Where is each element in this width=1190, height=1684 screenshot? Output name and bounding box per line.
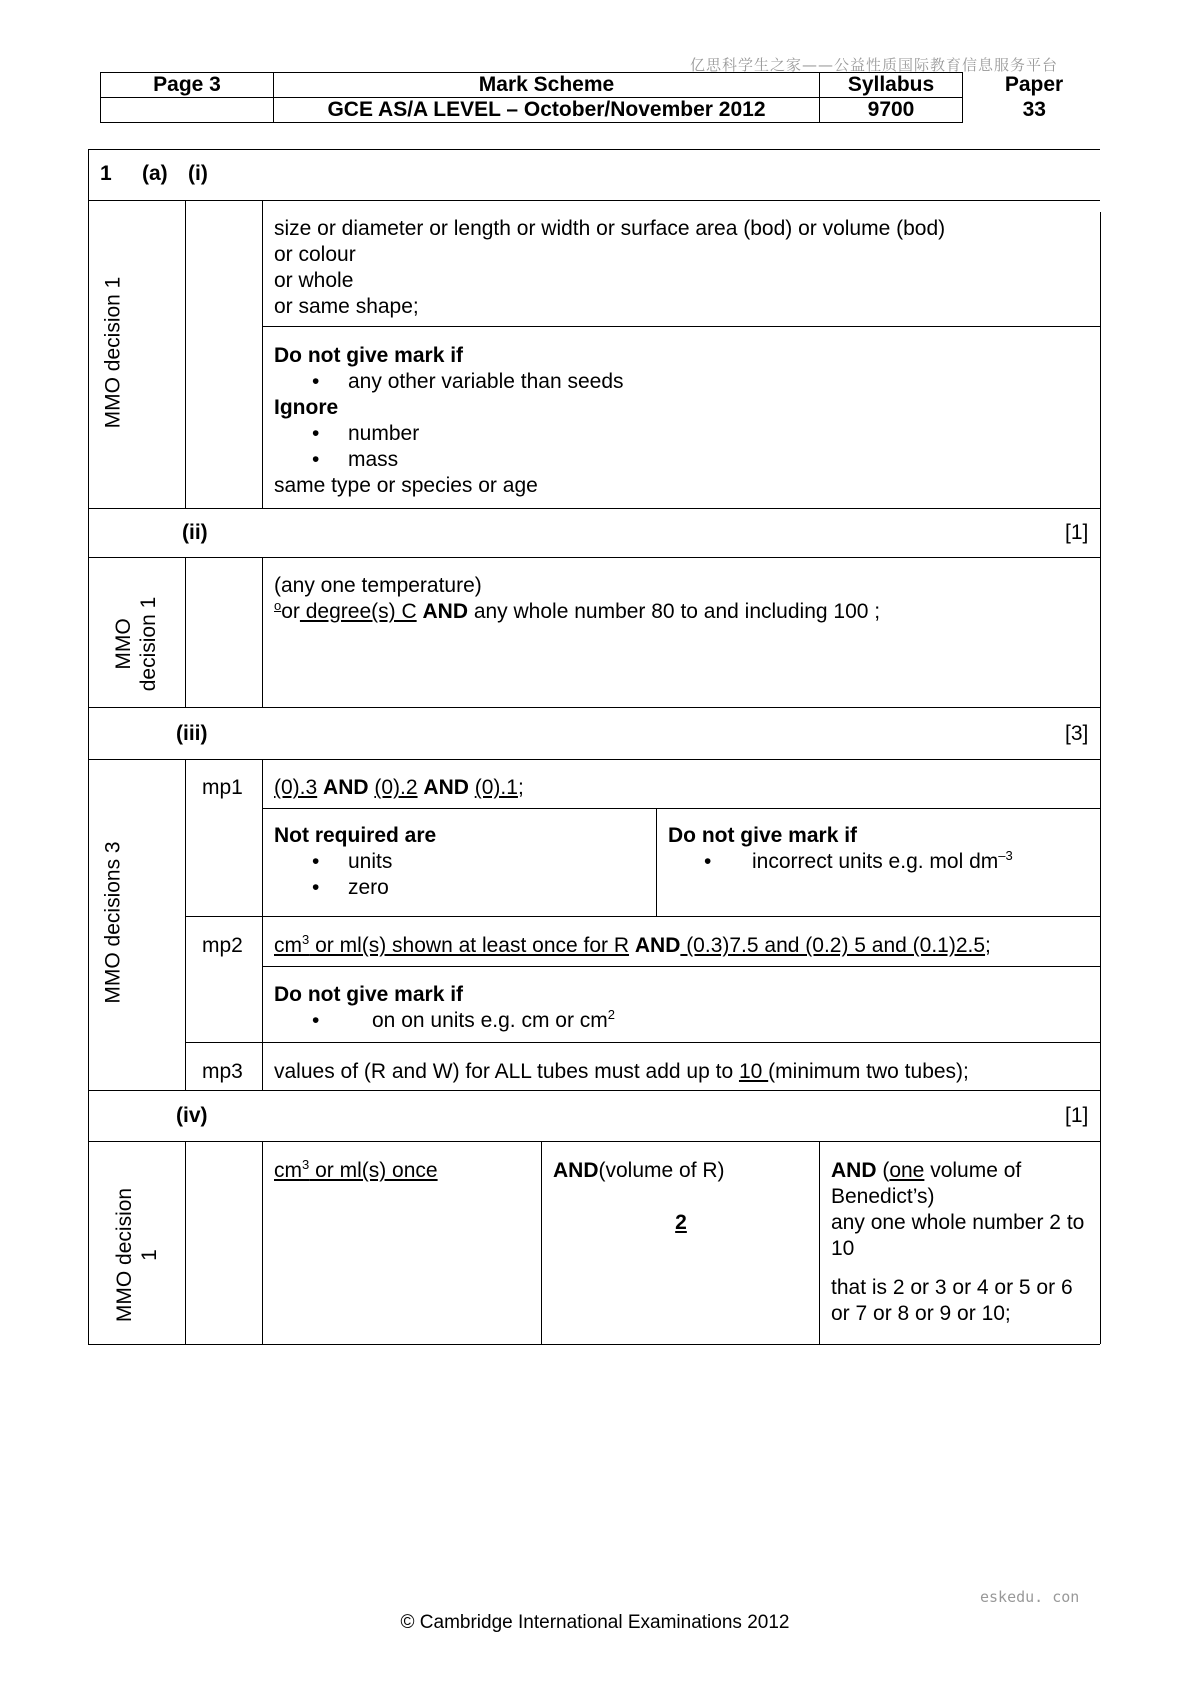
not-required-box (264, 815, 656, 909)
answer-i-line3: or whole (274, 269, 354, 292)
not-required-heading: Not required are (274, 824, 437, 847)
syllabus-label: Syllabus (820, 73, 963, 98)
iv-cm: cm (274, 1159, 302, 1182)
dngm-heading: Do not give mark if (668, 824, 858, 847)
and-text: AND (323, 776, 369, 799)
iv-col1 (264, 1150, 541, 1192)
iv-sup: 3 (302, 1157, 310, 1172)
do-not-give-mark-heading: Do not give mark if (274, 344, 464, 367)
answer-ii-line1: (any one temperature) (274, 574, 482, 597)
watermark-text: 亿思科学生之家——公益性质国际教育信息服务平台 (690, 56, 1059, 74)
marks-iii: [3] (1065, 722, 1089, 745)
mp3-post: (minimum two tubes); (768, 1060, 969, 1083)
mp2-dngm-text: on on units e.g. cm or cm (372, 1009, 608, 1032)
and-text: AND (422, 600, 468, 623)
mp2-sup: 3 (302, 932, 310, 947)
iv-col2 (543, 1150, 819, 1244)
question-part-a: (a) (142, 162, 168, 185)
mmo-decision-i: MMO decision 1 (101, 276, 125, 429)
iv-open: ( (876, 1159, 890, 1182)
header-empty (101, 98, 274, 123)
ignore-item: • mass (312, 447, 1090, 473)
marks-ii: [1] (1065, 521, 1089, 544)
and-text: AND (634, 934, 681, 957)
question-subpart-iii: (iii) (176, 722, 208, 745)
mp2-label: mp2 (202, 934, 243, 957)
page-number: Page 3 (101, 73, 274, 98)
mp2-values: (0.3)7.5 and (0.2) 5 and (0.1)2.5 (680, 934, 986, 957)
answer-ii-line2 (274, 599, 1090, 625)
mp3-pre: values of (R and W) for ALL tubes must add up to (274, 1060, 739, 1083)
mmo-iv-line1: MMO decision (113, 1187, 136, 1323)
mp1-label: mp1 (202, 776, 243, 799)
mp3-answer (264, 1051, 1100, 1093)
paper-label: Paper (1004, 73, 1064, 96)
paper-number: 33 (1022, 98, 1046, 121)
dngm-item: • any other variable than seeds (312, 369, 1090, 395)
or-text: or (281, 600, 300, 623)
ignore-heading: Ignore (274, 396, 339, 419)
header-subtitle: GCE AS/A LEVEL – October/November 2012 (274, 98, 820, 123)
mp2-text: or ml(s) shown at least once for R (309, 934, 630, 957)
question-subpart-ii: (ii) (182, 521, 208, 544)
mmo-ii-line1: MMO (112, 618, 135, 670)
syllabus-code: 9700 (820, 98, 963, 123)
semicolon: ; (517, 776, 524, 799)
mmo-ii-line2: decision 1 (137, 596, 160, 692)
mp2-dngm-box (264, 974, 1100, 1042)
ignore-item: • number (312, 421, 1090, 447)
mmo-decision-ii (111, 569, 161, 719)
answer-i (264, 208, 1100, 328)
iv-one: one (889, 1159, 925, 1182)
mp2-dngm-item (312, 1008, 1090, 1034)
mmo-decision-iv (112, 1155, 162, 1355)
mp1-c: (0).1 (474, 776, 518, 799)
mmo-decisions-iii: MMO decisions 3 (101, 841, 125, 1004)
iv-c3-rest: volume of Benedict’s) (831, 1159, 1022, 1208)
mp2-cm: cm (274, 934, 302, 957)
ignore-tail: same type or species or age (274, 474, 538, 497)
degree-c: degree(s) C (299, 600, 417, 623)
answer-i-line4: or same shape; (274, 295, 419, 318)
mp3-label: mp3 (202, 1060, 243, 1083)
question-number: 1 (100, 162, 112, 185)
and-text: AND (831, 1159, 877, 1182)
question-subpart-iv: (iv) (176, 1104, 208, 1127)
guidance-i (264, 335, 1100, 507)
header-title: Mark Scheme (274, 73, 820, 98)
dngm-item (704, 849, 1090, 875)
mp1-dngm-box (658, 815, 1100, 883)
mp2-dngm-sup: 2 (607, 1007, 616, 1022)
mmo-iv-line2: 1 (138, 1249, 161, 1261)
mp1-b: (0).2 (374, 776, 418, 799)
iv-c2-value: 2 (675, 1211, 687, 1234)
dngm-item-text: incorrect units e.g. mol dm (752, 850, 999, 873)
answer-ii (264, 565, 1100, 633)
iv-c3-line2: any one whole number 2 to 10 (831, 1211, 1085, 1260)
page-footer: © Cambridge International Examinations 2012 (400, 1612, 790, 1633)
iv-c2-rest: (volume of R) (598, 1159, 725, 1182)
marks-iv: [1] (1065, 1104, 1089, 1127)
mp3-ten: 10 (738, 1060, 769, 1083)
and-text: AND (553, 1159, 599, 1182)
iv-c3-line3: that is 2 or 3 or 4 or 5 or 6 or 7 or 8 or 9 or 10; (831, 1276, 1073, 1325)
mp1-answer (264, 767, 1100, 809)
mp2-answer (264, 925, 1100, 967)
iv-c1-rest: or ml(s) once (309, 1159, 438, 1182)
answer-i-line2: or colour (274, 243, 356, 266)
mp2-dngm-heading: Do not give mark if (274, 983, 464, 1006)
answer-i-line1: size or diameter or length or width or surface area (bod) or volume (bod) (274, 217, 946, 240)
not-required-item: • units (312, 849, 646, 875)
and-text: AND (423, 776, 469, 799)
semicolon: ; (985, 934, 991, 957)
question-subpart-i: (i) (188, 162, 208, 185)
mp1-a: (0).3 (274, 776, 318, 799)
site-watermark: eskedu. con (980, 1588, 1080, 1606)
iv-col3 (821, 1150, 1100, 1335)
not-required-item: • zero (312, 875, 646, 901)
dngm-sup: –3 (998, 848, 1013, 863)
degree-symbol: o (274, 598, 282, 613)
page-header (100, 72, 1106, 123)
rest-text: any whole number 80 to and including 100 ; (467, 600, 881, 623)
